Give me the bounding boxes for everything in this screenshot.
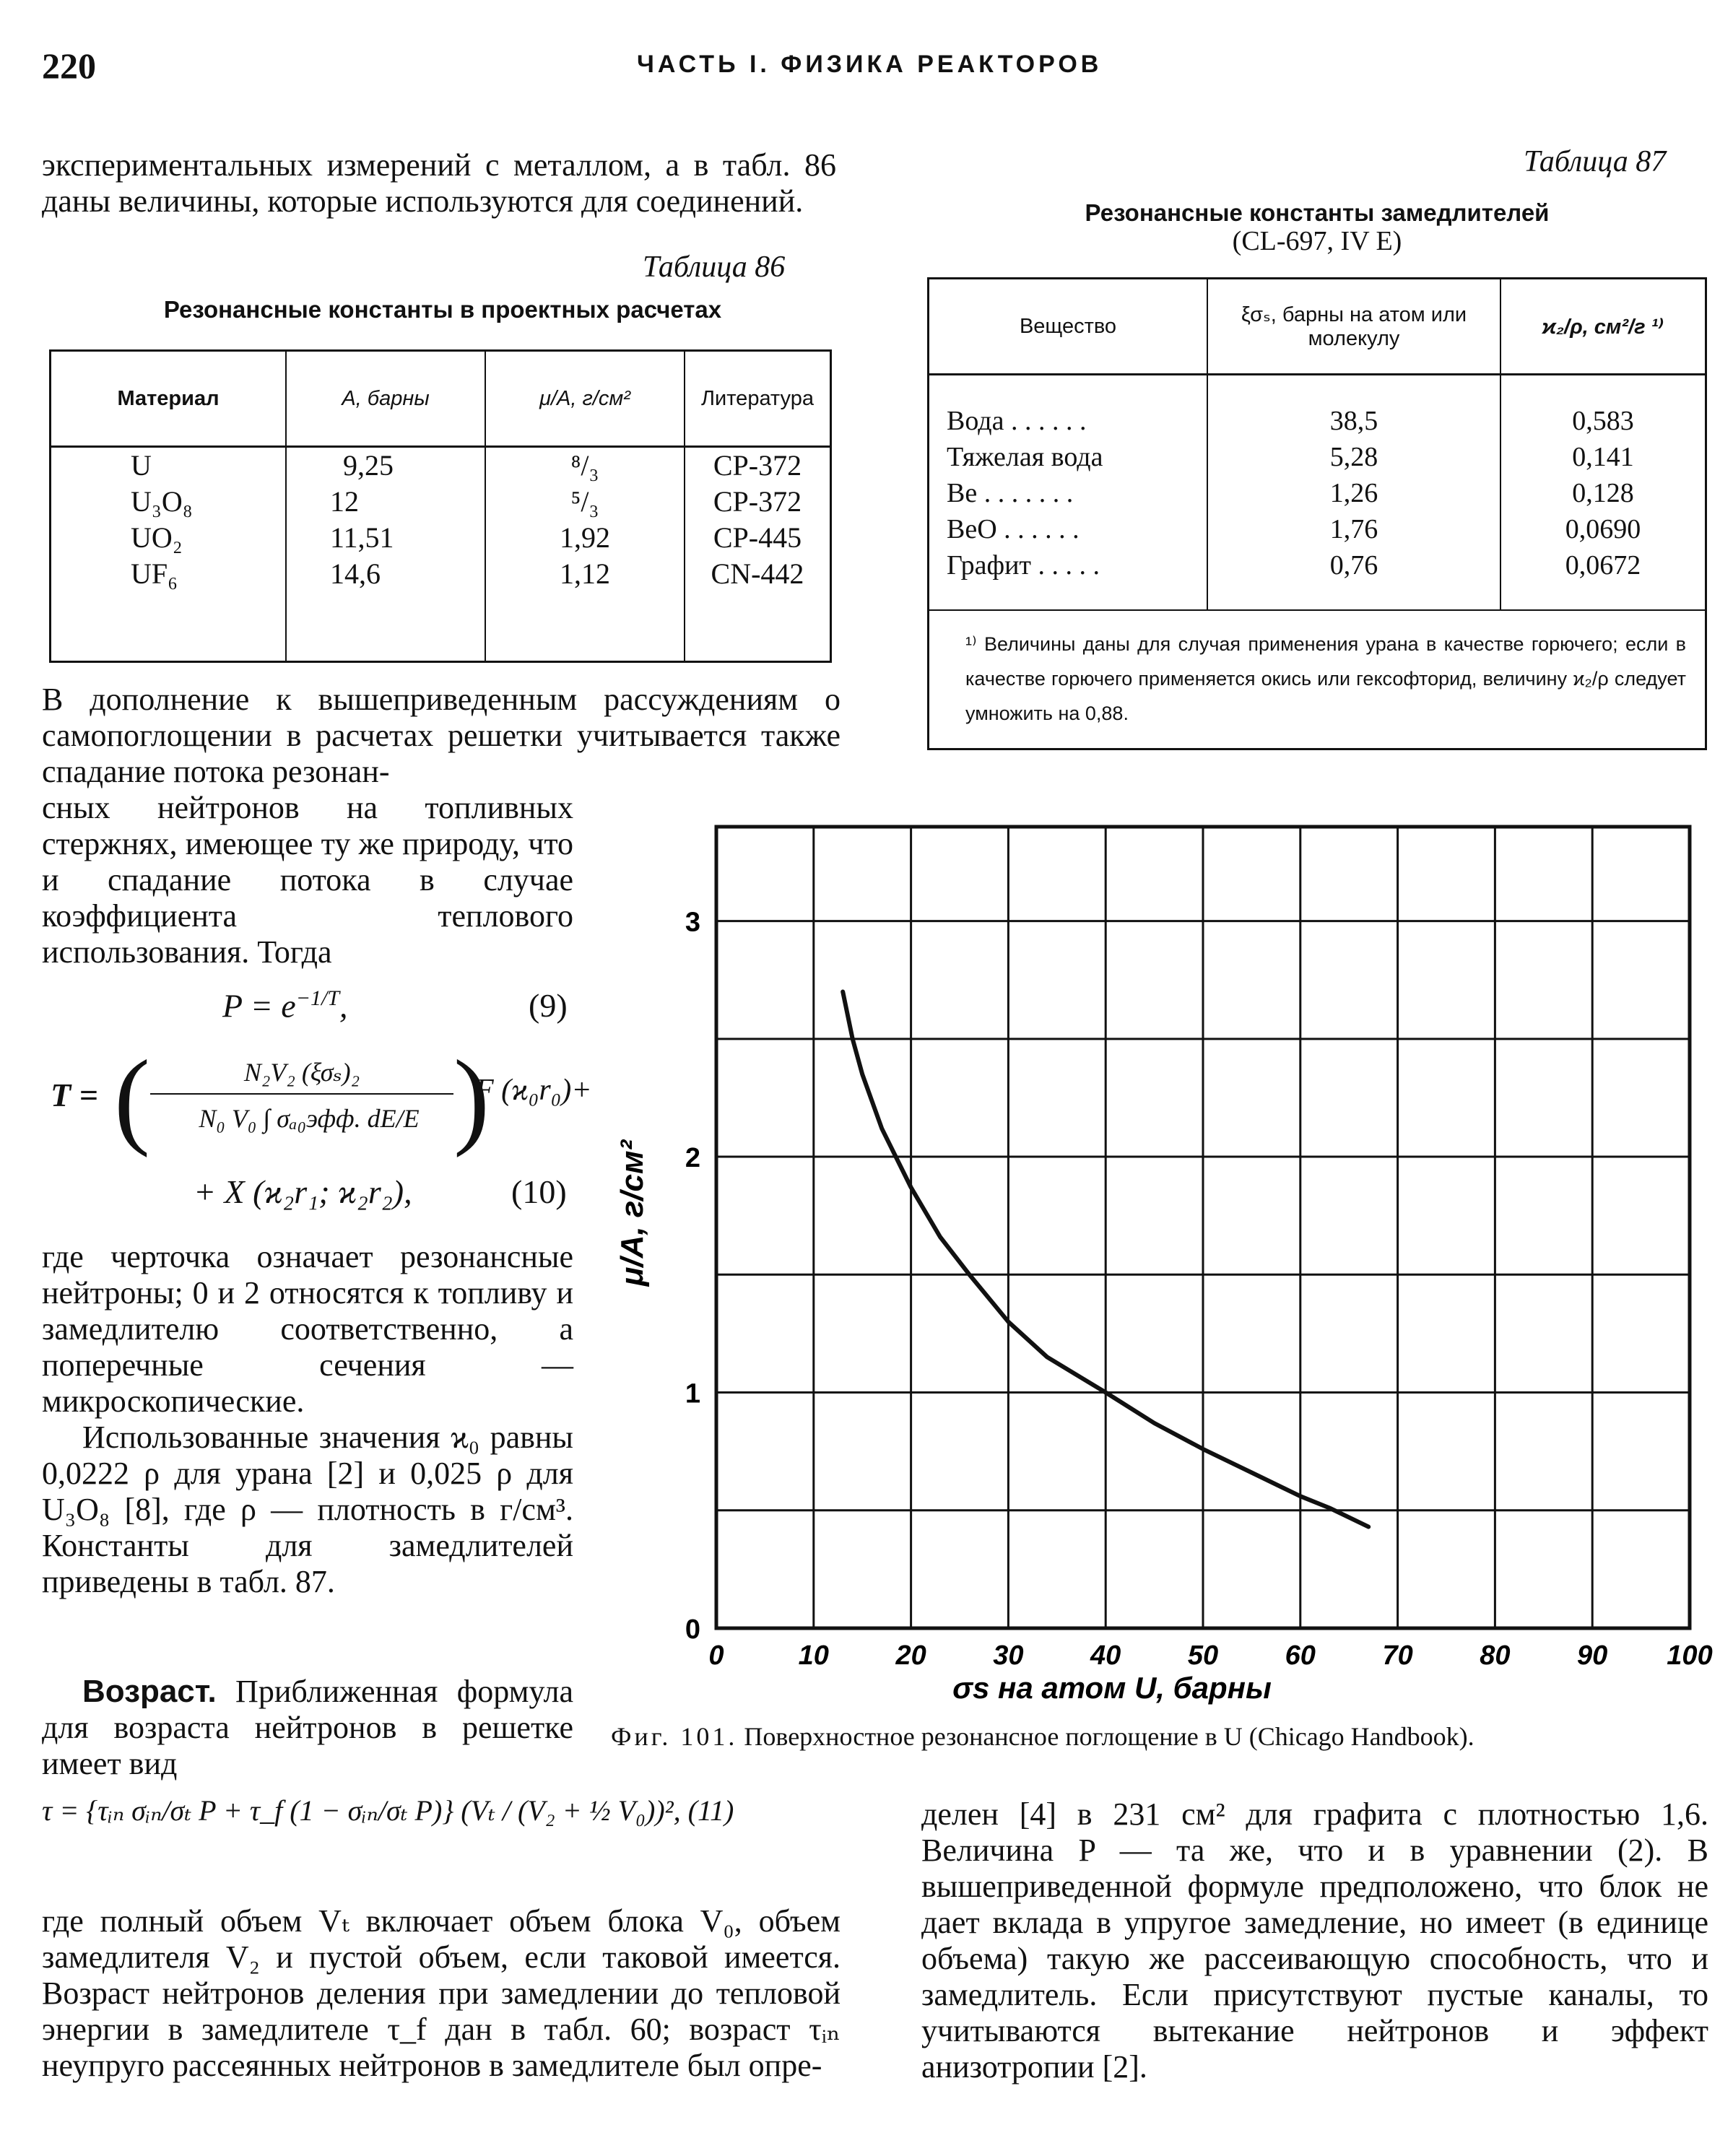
- eq9-lhs: P = e: [222, 987, 296, 1025]
- table87-header-xi: ξσₛ, барны на атом или молекулу: [1207, 279, 1500, 375]
- x-tick-label: 80: [1480, 1640, 1511, 1671]
- eq10-denominator: N₀ V₀ ∫ σₐ₀эфф. dE/E: [199, 1104, 420, 1133]
- table87-cell: 0,0690: [1565, 514, 1641, 544]
- table87-cell: 0,76: [1329, 550, 1378, 581]
- table86-cell: ⁸/₃: [570, 449, 599, 482]
- eq10-F: F (ϰ₀r₀)+: [475, 1074, 592, 1107]
- table86-cell: UF₆: [131, 557, 178, 590]
- chart-grid: [716, 827, 1690, 1628]
- table86-header-mu: μ/A, г/см²: [485, 351, 685, 447]
- table86-cell: CP-372: [713, 449, 802, 482]
- table86-cell: CP-372: [713, 485, 802, 518]
- table87-cell: 0,128: [1572, 478, 1634, 508]
- table87-cell: BeO . . . . . .: [947, 514, 1080, 544]
- y-tick-label: 3: [685, 907, 700, 938]
- table87-label: Таблица 87: [1524, 145, 1667, 178]
- x-tick-label: 70: [1382, 1640, 1413, 1671]
- eq10-T: T =: [51, 1077, 98, 1113]
- table-row: [51, 447, 831, 662]
- table86-cell: U: [131, 449, 152, 482]
- table87-cell: 0,141: [1572, 442, 1634, 472]
- running-title: ЧАСТЬ I. ФИЗИКА РЕАКТОРОВ: [637, 51, 1103, 78]
- eq9-exponent: −1/T: [295, 986, 339, 1010]
- x-tick-label: 50: [1187, 1640, 1219, 1671]
- paragraph-notation: где черточка означает резонансные нейтроны; 0 и 2 относятся к топливу и замедлителю соответственно, а поперечные сечения — микроскопические.: [42, 1239, 573, 1419]
- eq10-right-paren: ): [453, 1038, 490, 1158]
- eq9-comma: ,: [339, 987, 348, 1025]
- x-tick-label: 100: [1667, 1640, 1713, 1671]
- table86-header-row: [51, 351, 831, 447]
- equation-9: [222, 986, 348, 1025]
- table87-cell: 1,26: [1329, 478, 1378, 508]
- table87: [927, 277, 1707, 750]
- table87-footnote-row: [929, 610, 1706, 749]
- x-tick-label: 90: [1577, 1640, 1608, 1671]
- table86-cell: ⁵/₃: [570, 485, 599, 518]
- table87-cell: Графит . . . . .: [947, 550, 1100, 581]
- equation-9-number: (9): [529, 987, 568, 1024]
- table86: [49, 349, 832, 663]
- table87-footnote: ¹⁾ Величины даны для случая применения урана в качестве горючего; если в качестве горючего применяется окись или гексофторид, величину ϰ₂/ρ следует умножить на 0,88.: [929, 610, 1706, 749]
- age-text: Приближенная формула для возраста нейтронов в решетке имеет вид: [42, 1674, 573, 1781]
- eq10-left-paren: (: [114, 1038, 150, 1158]
- table86-cell: 12: [330, 485, 359, 518]
- chart-xlabel: σs на атом U, барны: [952, 1671, 1272, 1705]
- table86-cell: 1,92: [560, 521, 610, 554]
- figure-101-caption: [611, 1721, 1716, 1752]
- eq10-numerator: N₂V₂ (ξσₛ)₂: [243, 1058, 360, 1087]
- table87-cell: 38,5: [1329, 406, 1378, 436]
- table86-cell: UO₂: [131, 521, 183, 554]
- table86-header-a: A, барны: [286, 351, 485, 447]
- table86-title: Резонансные константы в проектных расчетах: [163, 296, 722, 323]
- figure-caption-text: Поверхностное резонансное поглощение в U (Chicago Handbook).: [744, 1722, 1474, 1751]
- table87-cell: 0,0672: [1565, 550, 1641, 581]
- paragraph-narrow: сных нейтронов на топливных стержнях, имеющее ту же природу, что и спадание потока в случае коэффициента теплового использования. Тогда: [42, 790, 573, 970]
- y-tick-label: 2: [685, 1143, 700, 1174]
- table87-cell: 1,76: [1329, 514, 1378, 544]
- page-number: 220: [42, 45, 96, 86]
- paragraph-values: [42, 1420, 573, 1600]
- table86-cell: U₃O₈: [131, 485, 193, 518]
- table87-cell: 5,28: [1329, 442, 1378, 472]
- table87-cell: Тяжелая вода: [947, 442, 1103, 472]
- chart-ylabel: μ/A, г/см²: [614, 1139, 650, 1287]
- y-tick-label: 0: [685, 1614, 700, 1645]
- eq10-fraction-bar: [150, 1093, 453, 1095]
- table87-header-row: [929, 279, 1706, 375]
- table87-cell: Be . . . . . . .: [947, 478, 1074, 508]
- figure-101-chart: [607, 809, 1719, 1726]
- x-tick-label: 60: [1285, 1640, 1316, 1671]
- table86-label: Таблица 86: [643, 251, 786, 284]
- x-tick-label: 40: [1090, 1640, 1121, 1671]
- table87-header-substance: Вещество: [929, 279, 1208, 375]
- paragraph-age: [42, 1674, 573, 1782]
- x-tick-label: 0: [708, 1640, 724, 1671]
- table86-cell: 1,12: [560, 557, 610, 590]
- table87-cell: 0,583: [1572, 406, 1634, 436]
- table86-header-material: Материал: [51, 351, 287, 447]
- table87-title: Резонансные константы замедлителей: [1085, 199, 1550, 226]
- paragraph-volumes: где полный объем Vₜ включает объем блока V₀, объем замедлителя V₂ и пустой объем, если таковой имеется. Возраст нейтронов деления при замедлении до тепловой энергии в замедлителе τ_f дан в табл. 60; возраст τᵢₙ неупруго рассеянных нейтронов в замедлителе был опре-: [42, 1903, 841, 2083]
- x-tick-label: 10: [798, 1640, 829, 1671]
- equation-11: τ = {τᵢₙ σᵢₙ/σₜ P + τ_f (1 − σᵢₙ/σₜ P)} (Vₜ / (V₂ + ½ V₀))², (11): [42, 1794, 734, 1827]
- chart-ylabel-group: [614, 1139, 650, 1287]
- equation-10-number: (10): [511, 1173, 567, 1210]
- chart-ticks: [685, 908, 1713, 1671]
- table86-header-lit: Литература: [685, 351, 831, 447]
- age-heading: Возраст.: [82, 1674, 217, 1709]
- paragraph-values-text: Использованные значения ϰ₀ равны 0,0222 ρ для урана [2] и 0,025 ρ для U₃O₈ [8], где ρ — плотность в г/см³. Константы для замедлителей приведены в табл. 87.: [42, 1420, 573, 1599]
- figure-caption-label: Фиг. 101.: [611, 1722, 738, 1751]
- x-tick-label: 30: [993, 1640, 1024, 1671]
- table86-cell: 14,6: [330, 557, 381, 590]
- table86-cell: 11,51: [330, 521, 394, 554]
- table86-cell: CP-445: [713, 521, 802, 554]
- table87-cell: Вода . . . . . .: [947, 406, 1087, 436]
- table-row: [929, 375, 1706, 611]
- table86-cell: 9,25: [343, 449, 394, 482]
- table86-cell: CN-442: [711, 557, 804, 590]
- x-tick-label: 20: [895, 1640, 926, 1671]
- intro-paragraph: экспериментальных измерений с металлом, а в табл. 86 даны величины, которые используются для соединений.: [42, 147, 836, 219]
- y-tick-label: 1: [685, 1378, 700, 1409]
- paragraph-right: делен [4] в 231 см² для графита с плотностью 1,6. Величина P — та же, что и в уравнении (2). В вышеприведенной формуле предположено, что блок не дает вклада в упругое замедление, но имеет (в единице объема) такую же рассеивающую способность, что и замедлитель. Если присутствуют пустые каналы, то учитываются вытекание нейтронов и эффект анизотропии [2].: [921, 1796, 1708, 2085]
- table87-subtitle: (CL-697, IV E): [1232, 226, 1402, 256]
- equation-10: [42, 1038, 592, 1188]
- table87-header-kappa: ϰ₂/ρ, см²/г ¹⁾: [1500, 279, 1706, 375]
- equation-10-line2: + X (ϰ₂r₁; ϰ₂r₂),: [194, 1173, 412, 1210]
- paragraph-wide: В дополнение к вышеприведенным рассуждениям о самопоглощении в расчетах решетки учитывается также спадание потока резонан-: [42, 682, 841, 789]
